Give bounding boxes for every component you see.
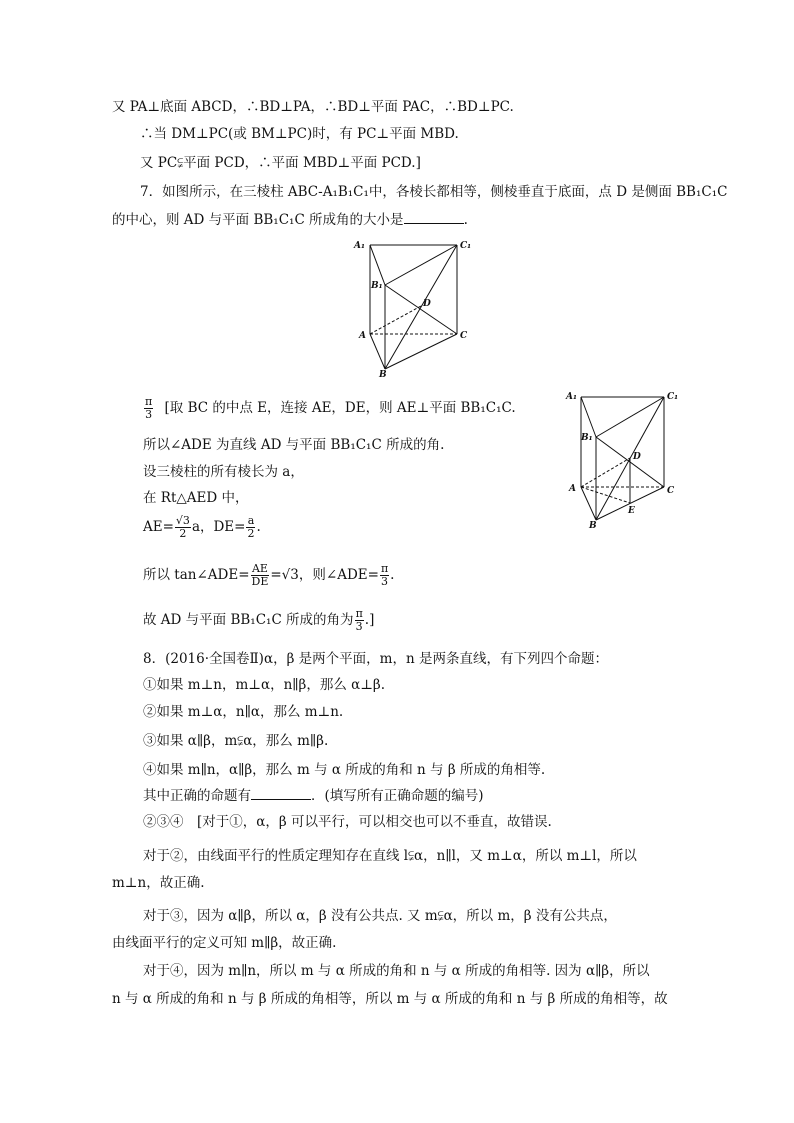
answer-line-5: 由线面平行的定义可知 m∥β，故正确. [112, 935, 337, 951]
answer-pi-over-3: $\frac{\pi}{3}$ [145, 395, 153, 421]
label2-a1: A₁ [566, 392, 577, 402]
question-7-end: . [463, 212, 468, 228]
answer-line-4: 对于③，因为 α∥β，所以 α，β 没有公共点. 又 m⫋α，所以 m，β 没有公共点， [143, 908, 617, 924]
label2-c1: C₁ [667, 392, 679, 402]
answer-blank [404, 211, 464, 224]
frac-pi-over-3-final: $\frac{\pi}{3}$ [355, 607, 363, 633]
question-7-line-1: 7．如图所示，在三棱柱 ABC-A₁B₁C₁中，各棱长都相等，侧棱垂直于底面，点 D 是侧面 BB₁C₁C [140, 184, 728, 200]
answer-line-1: ②③④ [对于①，α，β 可以平行，可以相交也可以不垂直，故错误. [143, 814, 552, 830]
answer-line-6: 对于④，因为 m∥n，所以 m 与 α 所成的角和 n 与 α 所成的角相等. 因为 α∥β，所以 [143, 963, 650, 979]
answer-line-7: n 与 α 所成的角和 n 与 β 所成的角相等，所以 m 与 α 所成的角和 n 与 β 所成的角相等，故 [112, 991, 668, 1007]
proposition-1: ①如果 m⊥n，m⊥α，n∥β，那么 α⊥β. [143, 677, 386, 693]
proof-line-1: 又 PA⊥底面 ABCD，∴BD⊥PA，∴BD⊥平面 PAC，∴BD⊥PC. [112, 99, 514, 115]
label2-b1: B₁ [581, 433, 593, 443]
frac-a-over-2: $\frac{a}{2}$ [247, 514, 255, 540]
proposition-3: ③如果 α∥β，m⫋α，那么 m∥β. [143, 733, 329, 749]
prism-figure-with-e [565, 385, 685, 531]
proof-line-2: ∴当 DM⊥PC(或 BM⊥PC)时，有 PC⊥平面 MBD. [140, 126, 459, 142]
label-a1: A₁ [354, 241, 365, 251]
label2-b: B [589, 521, 597, 531]
frac-pi-over-3: $\frac{\pi}{3}$ [380, 562, 389, 588]
answer-line-2: 对于②，由线面平行的性质定理知存在直线 l⫋α，n∥l，又 m⊥α，所以 m⊥l，所以 [143, 848, 637, 864]
question-8-ask: 其中正确的命题有 ．(填写所有正确命题的编号) [143, 788, 484, 804]
label-a: A [359, 331, 366, 341]
question-7-text: 的中心，则 AD 与平面 BB₁C₁C 所成角的大小是 [112, 212, 404, 228]
question-7-line-2 [112, 211, 468, 229]
label-b1: B₁ [371, 281, 383, 291]
solution-line-7: 故 AD 与平面 BB₁C₁C 所成的角为 $\frac{\pi}{3}$ .] [143, 607, 375, 633]
label-d: D [423, 299, 431, 309]
label2-e: E [628, 506, 635, 516]
proposition-2: ②如果 m⊥α，n∥α，那么 m⊥n. [143, 704, 344, 720]
solution-line-3: 设三棱柱的所有棱长为 a， [143, 464, 304, 480]
label2-c: C [667, 486, 675, 496]
answer-line-3: m⊥n，故正确. [112, 875, 205, 891]
tan-value: =√3，则∠ADE= [270, 567, 379, 583]
solution-line-6: 所以 tan∠ADE= $\frac{AE}{DE}$ =√3，则∠ADE= $\frac{\pi}{3}$ . [143, 562, 395, 588]
solution-line-5: AE= $\frac{√3}{2}$ a，DE= $\frac{a}{2}$ . [143, 514, 261, 540]
label-c1: C₁ [460, 241, 472, 251]
ae-label: AE= [143, 519, 174, 535]
frac-ae-over-de: $\frac{AE}{DE}$ [251, 562, 269, 588]
question-8: 8．(2016·全国卷Ⅱ)α，β 是两个平面，m，n 是两条直线，有下列四个命题： [143, 651, 608, 667]
prism-figure [352, 236, 480, 378]
frac-sqrt3-over-2: $\frac{√3}{2}$ [175, 514, 190, 540]
label2-d: D [633, 452, 641, 462]
label-c: C [460, 331, 468, 341]
label2-a: A [569, 484, 576, 494]
proposition-4: ④如果 m∥n，α∥β，那么 m 与 α 所成的角和 n 与 β 所成的角相等. [143, 762, 546, 778]
conclusion-text: 故 AD 与平面 BB₁C₁C 所成的角为 [143, 612, 354, 628]
tan-text: 所以 tan∠ADE= [143, 567, 250, 583]
solution-line-1 [143, 396, 516, 421]
solution-text: [取 BC 的中点 E，连接 AE，DE，则 AE⊥平面 BB₁C₁C. [164, 400, 516, 416]
answer-blank-8 [251, 787, 311, 800]
proof-line-3: 又 PC⫋平面 PCD，∴平面 MBD⊥平面 PCD.] [140, 155, 421, 171]
solution-line-4: 在 Rt△AED 中， [143, 490, 249, 506]
solution-line-2: 所以∠ADE 为直线 AD 与平面 BB₁C₁C 所成的角. [143, 437, 445, 453]
label-b: B [379, 370, 387, 378]
de-label: a，DE= [191, 519, 246, 535]
